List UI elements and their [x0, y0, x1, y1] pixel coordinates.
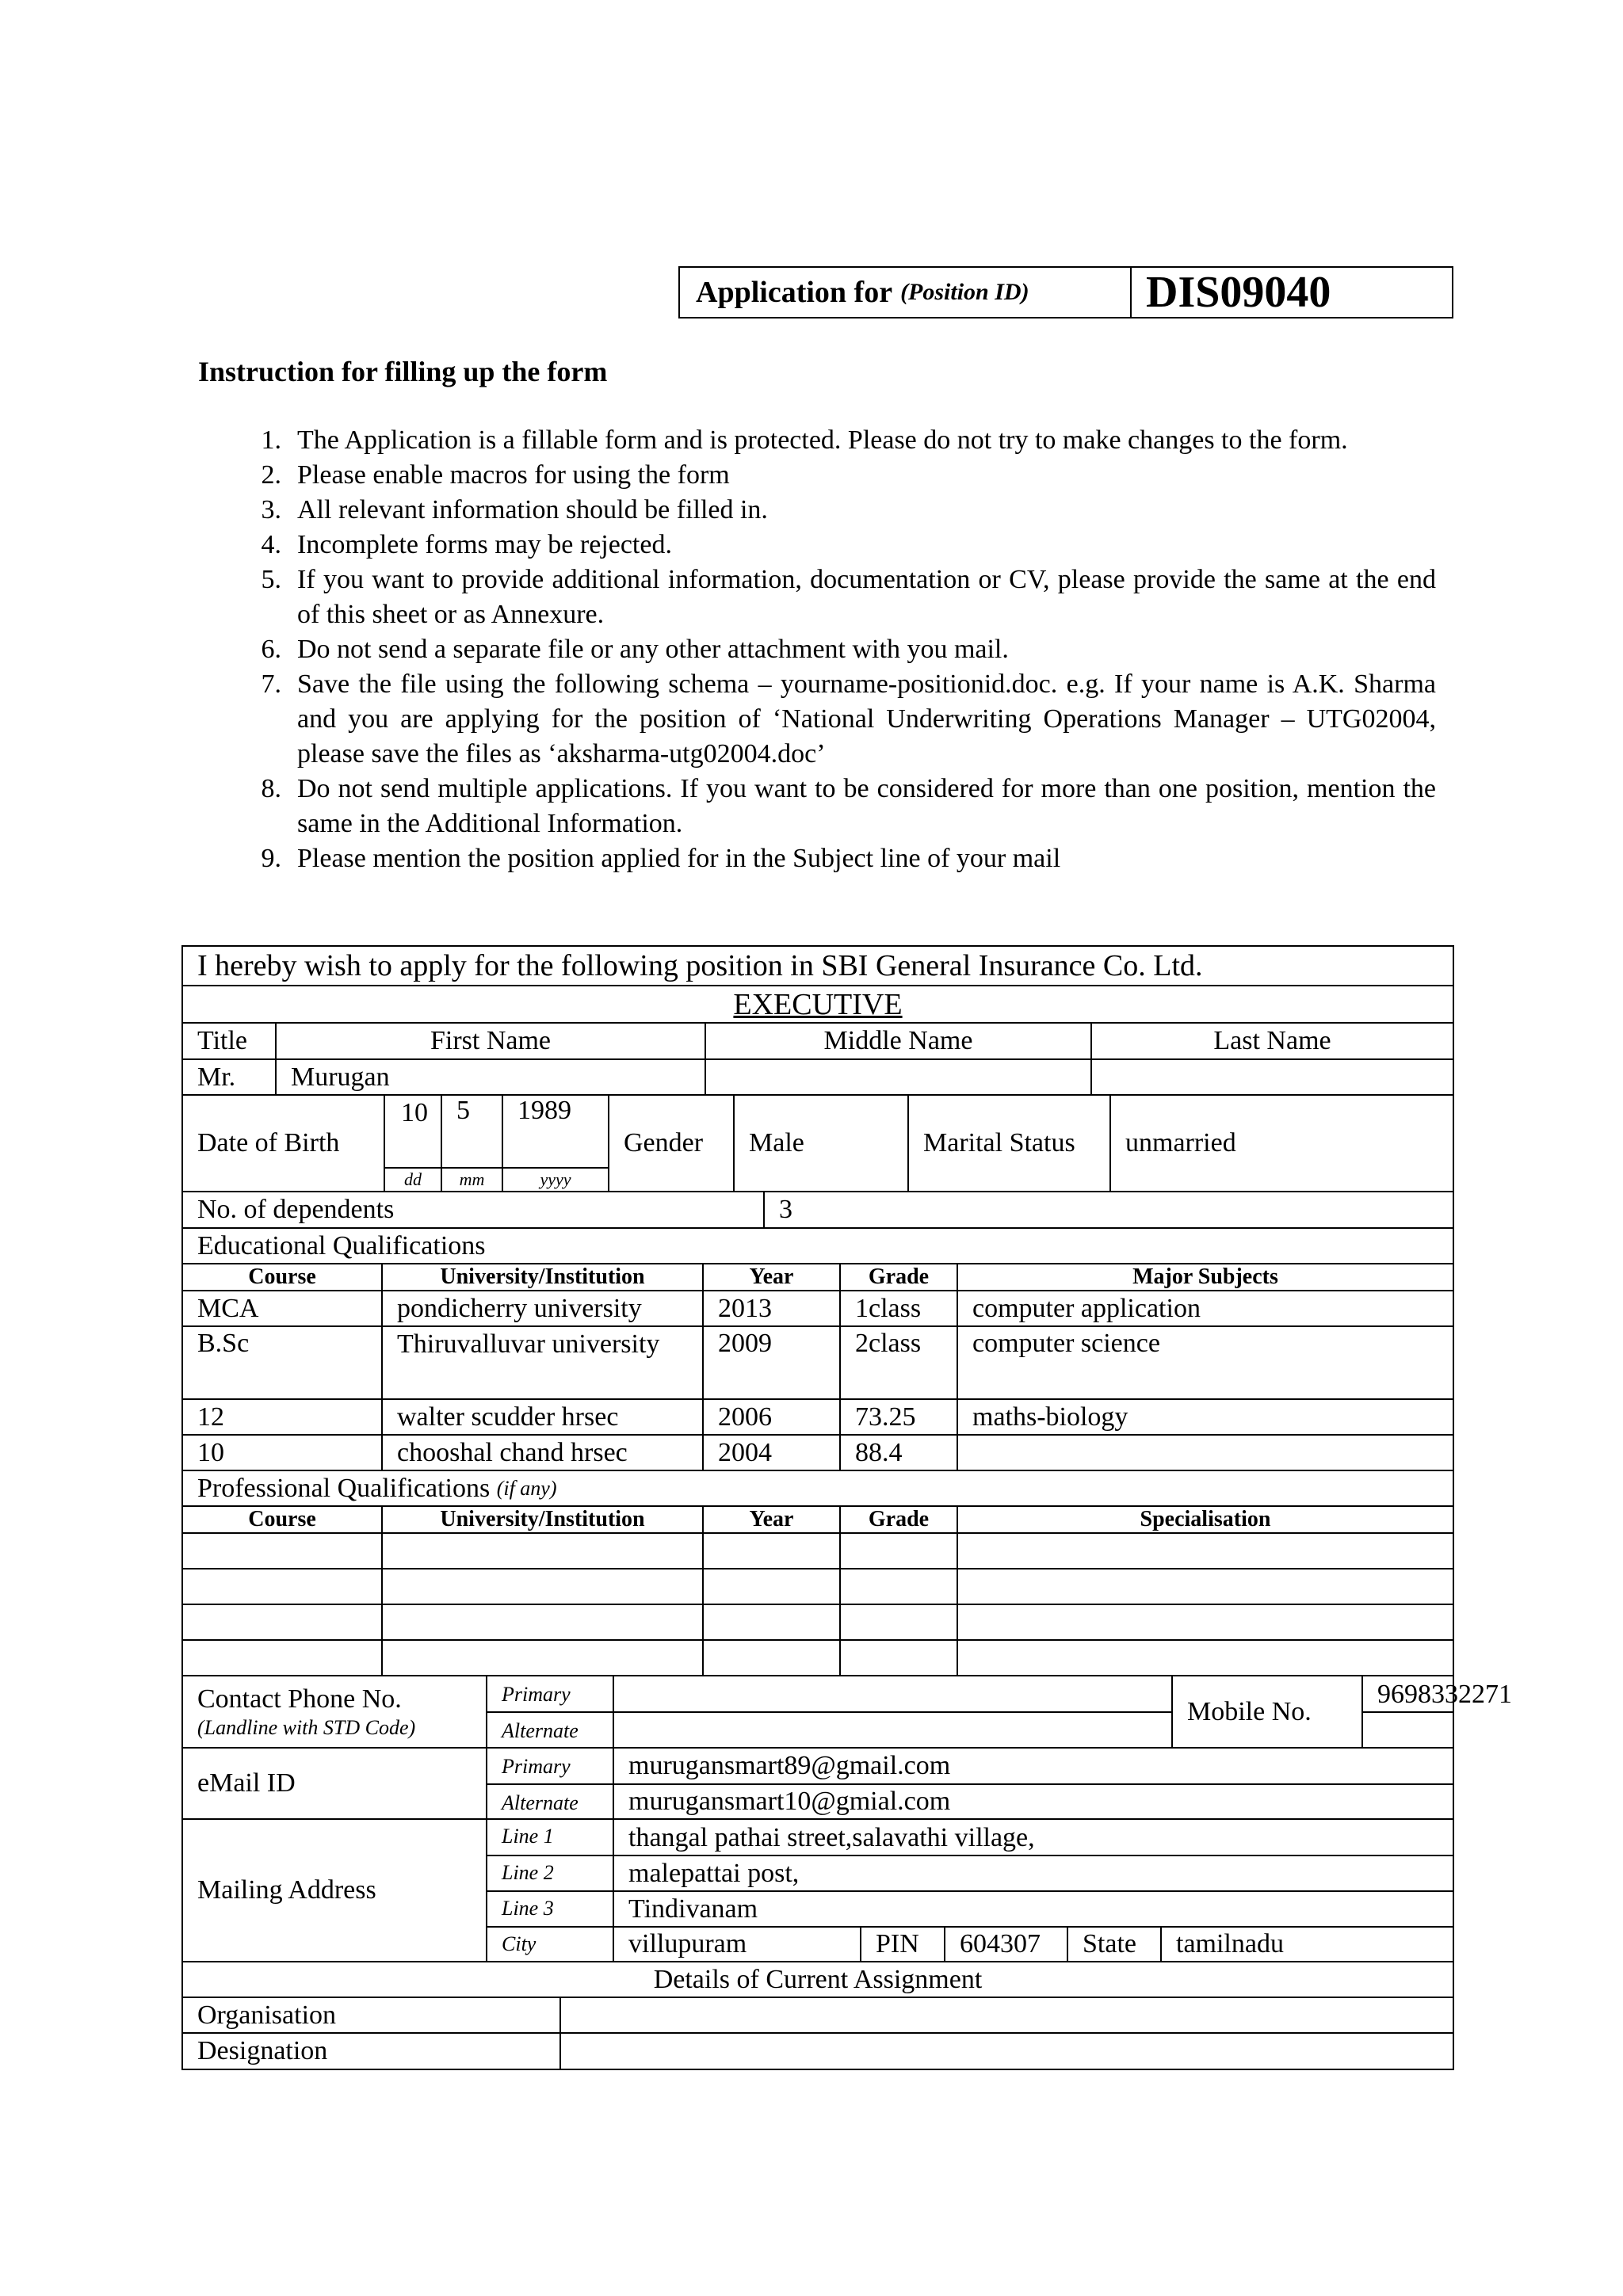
- mobile-field-2[interactable]: [1361, 1713, 1453, 1747]
- prof-year-cell[interactable]: [702, 1605, 839, 1639]
- address-state-field[interactable]: tamilnadu: [1160, 1928, 1453, 1961]
- prof-course-cell[interactable]: [183, 1641, 381, 1675]
- mobile-label: Mobile No.: [1171, 1676, 1361, 1747]
- edu-subjects-cell[interactable]: maths-biology: [957, 1400, 1453, 1434]
- edu-row-4: [183, 1436, 1453, 1471]
- edu-grade-cell[interactable]: 2class: [839, 1327, 957, 1398]
- edu-univ-cell[interactable]: chooshal chand hrsec: [381, 1436, 702, 1470]
- edu-row-2: [183, 1327, 1453, 1400]
- address-city-field[interactable]: villupuram: [613, 1928, 860, 1961]
- last-name-header: Last Name: [1090, 1024, 1453, 1058]
- edu-grade-cell[interactable]: 88.4: [839, 1436, 957, 1470]
- instruction-item: [222, 841, 1436, 876]
- instruction-text: Please mention the position applied for in the Subject line of your mail: [297, 844, 1061, 873]
- email-label: eMail ID: [197, 1768, 296, 1798]
- instruction-number: 1.: [261, 425, 281, 455]
- dob-dd-label: dd: [384, 1169, 441, 1191]
- gender-field[interactable]: Male: [733, 1096, 907, 1191]
- prof-header-row: [183, 1507, 1453, 1534]
- dob-yyyy-label: yyyy: [502, 1169, 608, 1191]
- instruction-item: [222, 528, 1436, 563]
- edu-subjects-cell[interactable]: computer application: [957, 1291, 1453, 1325]
- edu-grade-cell[interactable]: 73.25: [839, 1400, 957, 1434]
- contact-phone-sublabel: (Landline with STD Code): [197, 1715, 416, 1739]
- designation-row: [183, 2034, 1453, 2069]
- prof-univ-cell[interactable]: [381, 1534, 702, 1568]
- phone-alternate-field[interactable]: [613, 1713, 1171, 1747]
- edu-year-cell[interactable]: 2004: [702, 1436, 839, 1470]
- edu-grade-header: Grade: [839, 1264, 957, 1290]
- instruction-item: [222, 458, 1436, 493]
- position-id-field[interactable]: DIS09040: [1146, 268, 1331, 317]
- address-line2-label: Line 2: [486, 1856, 613, 1891]
- instruction-text: If you want to provide additional information, documentation or CV, please provide the same at the end of this sheet or as Annexure.: [297, 565, 1436, 629]
- designation-label: Designation: [197, 2036, 328, 2065]
- mobile-divider: [1361, 1711, 1453, 1713]
- current-assignment-title-row: [183, 1962, 1453, 1998]
- instruction-number: 4.: [261, 530, 281, 559]
- phone-primary-label: Primary: [486, 1676, 613, 1712]
- dob-row: [183, 1096, 1453, 1192]
- prof-univ-cell[interactable]: [381, 1641, 702, 1675]
- address-line3-label: Line 3: [486, 1892, 613, 1927]
- prof-specialisation-cell[interactable]: [957, 1605, 1453, 1639]
- email-row: [183, 1749, 1453, 1820]
- position-field[interactable]: EXECUTIVE: [733, 987, 903, 1021]
- instruction-number: 3.: [261, 495, 281, 524]
- dob-month-field[interactable]: 5: [441, 1096, 502, 1167]
- instruction-text: Do not send a separate file or any other attachment with you mail.: [297, 635, 1009, 664]
- email-alternate-field[interactable]: murugansmart10@gmial.com: [613, 1785, 1453, 1818]
- mobile-field[interactable]: 9698332271: [1361, 1676, 1453, 1712]
- contact-phone-label: Contact Phone No. (Landline with STD Code): [197, 1684, 416, 1739]
- dob-day-field[interactable]: 1 0: [384, 1096, 441, 1167]
- prof-course-cell[interactable]: [183, 1605, 381, 1639]
- dob-mm-label: mm: [441, 1169, 502, 1191]
- edu-title: Educational Qualifications: [197, 1230, 486, 1261]
- instruction-number: 7.: [261, 669, 281, 699]
- organisation-field[interactable]: [559, 1998, 1453, 2032]
- prof-univ-header: University/Institution: [381, 1507, 702, 1532]
- instruction-text: Please enable macros for using the form: [297, 460, 730, 490]
- instruction-number: 6.: [261, 635, 281, 664]
- address-city-label: City: [486, 1928, 613, 1961]
- dob-label: Date of Birth: [197, 1128, 340, 1158]
- apply-statement-row: [183, 947, 1453, 986]
- prof-univ-cell[interactable]: [381, 1605, 702, 1639]
- dependents-label: No. of dependents: [197, 1195, 395, 1224]
- gender-label: Gender: [608, 1096, 733, 1191]
- dob-year-field[interactable]: 1989: [502, 1096, 608, 1167]
- instruction-number: 8.: [261, 774, 281, 803]
- prof-grade-cell[interactable]: [839, 1641, 957, 1675]
- instruction-item: [222, 423, 1436, 458]
- prof-title-note: (if any): [496, 1476, 557, 1500]
- edu-course-cell[interactable]: 12: [197, 1402, 224, 1432]
- edu-row-1: [183, 1291, 1453, 1327]
- instruction-text: All relevant information should be filled in.: [297, 495, 768, 524]
- dependents-row: [183, 1192, 1453, 1229]
- application-form: [181, 945, 1512, 2070]
- contact-phone-row: [183, 1676, 1512, 1749]
- prof-grade-cell[interactable]: [839, 1569, 957, 1604]
- edu-course-header: Course: [248, 1264, 316, 1289]
- instruction-item: [222, 632, 1436, 667]
- prof-course-header: Course: [248, 1507, 316, 1531]
- edu-subjects-header: Major Subjects: [957, 1264, 1453, 1290]
- edu-title-row: [183, 1229, 1453, 1264]
- first-name-field[interactable]: Murugan: [275, 1060, 705, 1094]
- prof-row: [183, 1641, 1453, 1676]
- edu-row-3: [183, 1400, 1453, 1436]
- prof-specialisation-cell[interactable]: [957, 1641, 1453, 1675]
- edu-subjects-cell[interactable]: computer science: [957, 1327, 1453, 1398]
- edu-course-cell[interactable]: MCA: [197, 1293, 259, 1323]
- prof-year-cell[interactable]: [702, 1641, 839, 1675]
- phone-divider: [486, 1711, 1171, 1713]
- application-header-box: [678, 266, 1453, 318]
- edu-univ-cell[interactable]: walter scudder hrsec: [381, 1400, 702, 1434]
- address-line1-label: Line 1: [486, 1820, 613, 1855]
- prof-year-cell[interactable]: [702, 1534, 839, 1568]
- application-for-text: Application for: [696, 276, 893, 309]
- email-divider: [486, 1783, 1453, 1785]
- phone-alternate-label: Alternate: [486, 1713, 613, 1747]
- edu-course-cell[interactable]: B.Sc: [197, 1329, 250, 1358]
- designation-field[interactable]: [559, 2034, 1453, 2069]
- prof-year-header: Year: [702, 1507, 839, 1532]
- instruction-text: The Application is a fillable form and is protected. Please do not try to make changes to the form.: [297, 425, 1348, 455]
- first-name-header: First Name: [275, 1024, 705, 1058]
- email-alternate-label: Alternate: [486, 1785, 613, 1818]
- current-assignment-title: Details of Current Assignment: [653, 1964, 983, 1994]
- position-id-hint: (Position ID): [900, 279, 1029, 305]
- instruction-number: 5.: [261, 565, 281, 594]
- prof-row: [183, 1569, 1453, 1605]
- instruction-item: [222, 493, 1436, 528]
- prof-title-row: [183, 1471, 1453, 1507]
- last-name-field[interactable]: [1090, 1060, 1453, 1094]
- email-primary-label: Primary: [486, 1749, 613, 1783]
- edu-univ-cell[interactable]: pondicherry university: [381, 1291, 702, 1325]
- address-pin-label: PIN: [860, 1928, 944, 1961]
- instruction-text: Save the file using the following schema – yourname-positionid.doc. e.g. If your name is A.K. Sharma and you are applying for the position of ‘National Underwriting Operations Manager – UTG02004, please save the files as ‘aksharma-utg02004.doc’: [297, 669, 1436, 769]
- prof-year-cell[interactable]: [702, 1569, 839, 1604]
- edu-year-cell[interactable]: 2006: [702, 1400, 839, 1434]
- prof-row: [183, 1534, 1453, 1569]
- name-value-row: [183, 1060, 1453, 1096]
- middle-name-field[interactable]: [705, 1060, 1090, 1094]
- organisation-label: Organisation: [197, 2000, 337, 2030]
- prof-specialisation-cell[interactable]: [957, 1534, 1453, 1568]
- instruction-item: [222, 772, 1436, 841]
- prof-specialisation-header: Specialisation: [957, 1507, 1453, 1532]
- name-header-row: [183, 1024, 1453, 1060]
- address-line1-field[interactable]: thangal pathai street,salavathi village,: [613, 1820, 1453, 1855]
- prof-grade-cell[interactable]: [839, 1534, 957, 1568]
- edu-year-cell[interactable]: 2009: [702, 1327, 839, 1398]
- phone-primary-field[interactable]: [613, 1676, 1171, 1712]
- position-row: [183, 986, 1453, 1024]
- prof-grade-cell[interactable]: [839, 1605, 957, 1639]
- address-row: [183, 1820, 1453, 1962]
- prof-specialisation-cell[interactable]: [957, 1569, 1453, 1604]
- prof-row: [183, 1605, 1453, 1641]
- edu-univ-header: University/Institution: [381, 1264, 702, 1290]
- edu-univ-cell[interactable]: Thiruvalluvar university: [381, 1327, 702, 1398]
- instruction-number: 2.: [261, 460, 281, 490]
- address-line2-field[interactable]: malepattai post,: [613, 1856, 1453, 1891]
- edu-grade-cell[interactable]: 1class: [839, 1291, 957, 1325]
- marital-status-label: Marital Status: [907, 1096, 1109, 1191]
- edu-course-cell[interactable]: 10: [197, 1437, 224, 1467]
- edu-header-row: [183, 1264, 1453, 1291]
- prof-course-cell[interactable]: [183, 1569, 381, 1604]
- title-field[interactable]: Mr.: [197, 1062, 236, 1092]
- instruction-item: [222, 667, 1436, 772]
- instruction-number: 9.: [261, 844, 281, 873]
- address-line3-field[interactable]: Tindivanam: [613, 1892, 1453, 1927]
- edu-year-cell[interactable]: 2013: [702, 1291, 839, 1325]
- instructions-list: [222, 423, 1436, 876]
- edu-year-header: Year: [702, 1264, 839, 1290]
- middle-name-header: Middle Name: [705, 1024, 1090, 1058]
- prof-course-cell[interactable]: [183, 1534, 381, 1568]
- email-primary-field[interactable]: murugansmart89@gmail.com: [613, 1749, 1453, 1783]
- apply-statement: I hereby wish to apply for the following position in SBI General Insurance Co. Ltd.: [197, 949, 1203, 982]
- instruction-item: [222, 563, 1436, 632]
- address-label: Mailing Address: [197, 1875, 376, 1905]
- organisation-row: [183, 1998, 1453, 2034]
- prof-grade-header: Grade: [839, 1507, 957, 1532]
- title-header: Title: [197, 1026, 248, 1055]
- instructions-title: Instruction for filling up the form: [198, 356, 608, 387]
- dependents-field[interactable]: 3: [763, 1192, 1453, 1227]
- prof-title: Professional Qualifications (if any): [197, 1473, 557, 1503]
- prof-univ-cell[interactable]: [381, 1569, 702, 1604]
- address-pin-field[interactable]: 604307: [944, 1928, 1067, 1961]
- instruction-text: Incomplete forms may be rejected.: [297, 530, 672, 559]
- address-state-label: State: [1067, 1928, 1160, 1961]
- instruction-text: Do not send multiple applications. If you want to be considered for more than one position, mention the same in the Additional Information.: [297, 774, 1436, 838]
- application-for-label: [680, 268, 1132, 317]
- marital-status-field[interactable]: unmarried: [1109, 1096, 1453, 1191]
- edu-subjects-cell[interactable]: [957, 1436, 1453, 1470]
